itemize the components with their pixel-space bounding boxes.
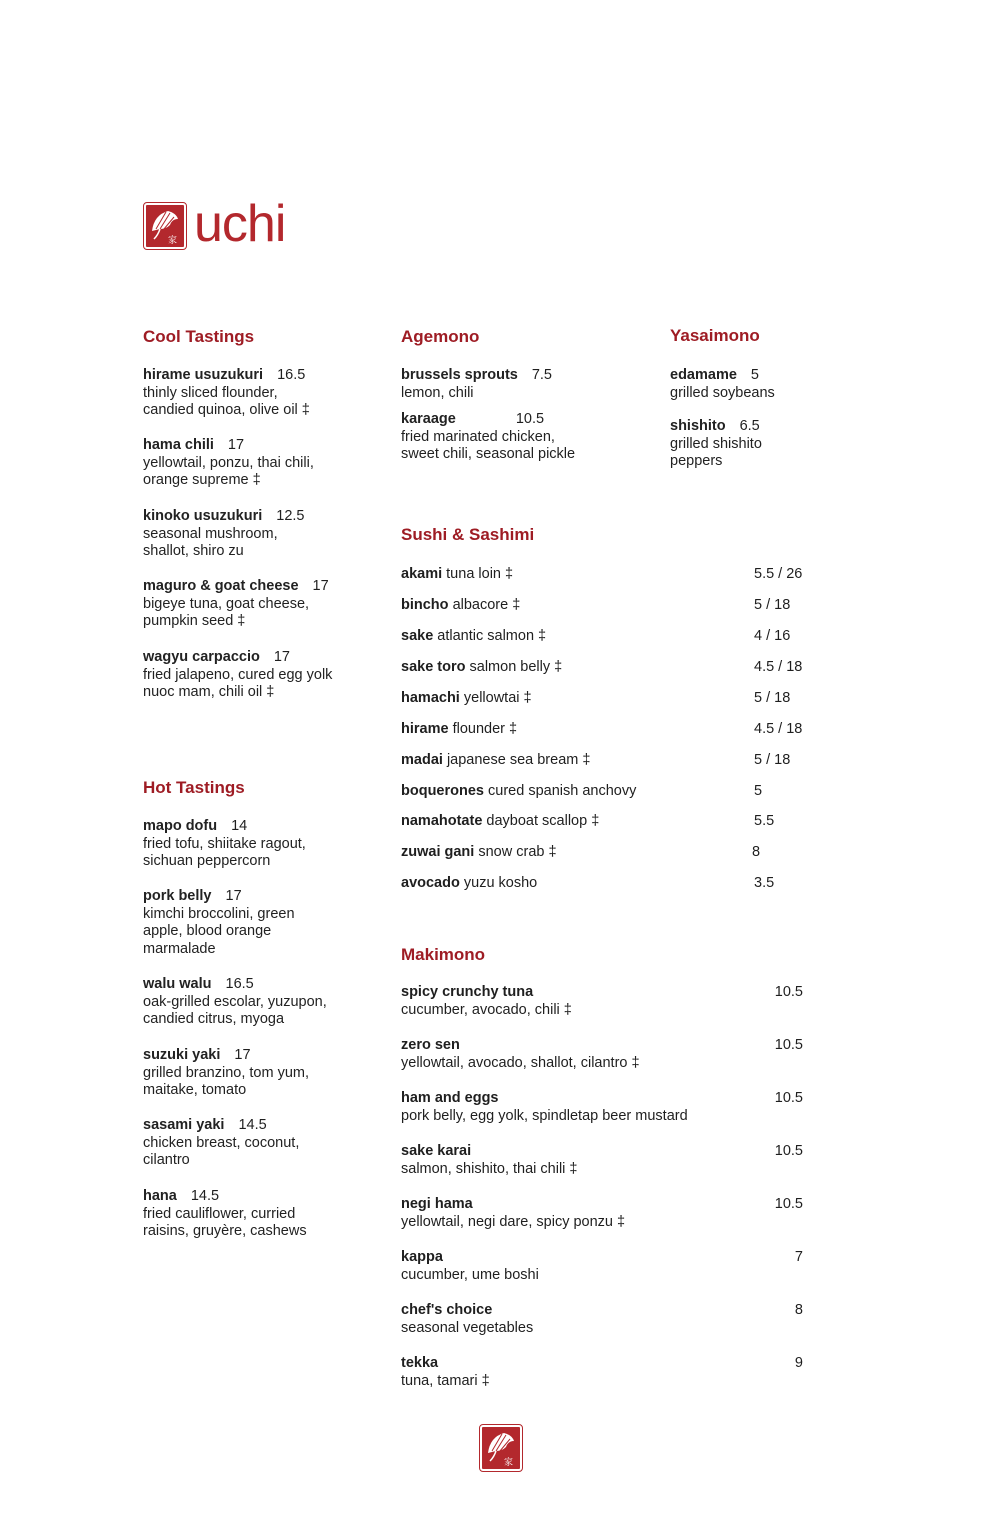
- sushi-row: bincho albacore ‡ 5 / 18: [401, 597, 791, 613]
- menu-item: sasami yaki 14.5 chicken breast, coconut, cilantro: [143, 1117, 300, 1168]
- makimono-item: chef's choice 8 seasonal vegetables: [401, 1302, 803, 1336]
- menu-item: maguro & goat cheese 17 bigeye tuna, goat cheese, pumpkin seed ‡: [143, 578, 329, 629]
- menu-item: hama chili 17 yellowtail, ponzu, thai chili, orange supreme ‡: [143, 437, 314, 488]
- menu-item: shishito 6.5 grilled shishito peppers: [670, 418, 762, 469]
- menu-item: edamame 5 grilled soybeans: [670, 367, 775, 401]
- sushi-row: zuwai gani snow crab ‡ 8: [401, 844, 761, 860]
- sushi-row: hirame flounder ‡ 4.5 / 18: [401, 721, 803, 737]
- sushi-row: namahotate dayboat scallop ‡ 5.5: [401, 813, 775, 829]
- agemono-heading: Agemono: [401, 327, 480, 346]
- menu-item: brussels sprouts 7.5 lemon, chili: [401, 367, 553, 401]
- menu-item: mapo dofu 14 fried tofu, shiitake ragout, sichuan peppercorn: [143, 818, 306, 869]
- makimono-item: spicy crunchy tuna 10.5 cucumber, avocado, chili ‡: [401, 984, 803, 1018]
- menu-item: walu walu 16.5 oak-grilled escolar, yuzupon, candied citrus, myoga: [143, 976, 327, 1027]
- cool-tastings-heading: Cool Tastings: [143, 327, 255, 346]
- menu-item: wagyu carpaccio 17 fried jalapeno, cured egg yolk nuoc mam, chili oil ‡: [143, 649, 333, 700]
- makimono-item: negi hama 10.5 yellowtail, negi dare, spicy ponzu ‡: [401, 1196, 803, 1230]
- sushi-row: sake toro salmon belly ‡ 4.5 / 18: [401, 659, 803, 675]
- sushi-row: akami tuna loin ‡ 5.5 / 26: [401, 566, 803, 582]
- makimono-item: tekka 9 tuna, tamari ‡: [401, 1355, 803, 1389]
- svg-text:家: 家: [168, 236, 178, 246]
- sushi-sashimi-heading: Sushi & Sashimi: [401, 525, 535, 544]
- sushi-row: hamachi yellowtai ‡ 5 / 18: [401, 690, 791, 706]
- ginkgo-seal-icon: [144, 203, 186, 249]
- menu-item: hirame usuzukuri 16.5 thinly sliced flounder, candied quinoa, olive oil ‡: [143, 367, 310, 418]
- sushi-row: boquerones cured spanish anchovy 5: [401, 783, 763, 799]
- sushi-row: sake atlantic salmon ‡ 4 / 16: [401, 628, 791, 644]
- menu-item: karaage 10.5 fried marinated chicken, sweet chili, seasonal pickle: [401, 411, 576, 462]
- menu-item: suzuki yaki 17 grilled branzino, tom yum, maitake, tomato: [143, 1047, 310, 1098]
- brand-logo: [144, 195, 286, 253]
- brand-name: uchi: [194, 195, 286, 253]
- makimono-item: kappa 7 cucumber, ume boshi: [401, 1249, 803, 1283]
- makimono-item: sake karai 10.5 salmon, shishito, thai chili ‡: [401, 1143, 803, 1177]
- hot-tastings-heading: Hot Tastings: [143, 778, 245, 797]
- svg-text:家: 家: [504, 1458, 514, 1468]
- footer-ginkgo-seal-icon: [480, 1425, 522, 1471]
- makimono-item: ham and eggs 10.5 pork belly, egg yolk, spindletap beer mustard: [401, 1090, 803, 1124]
- makimono-heading: Makimono: [401, 945, 486, 964]
- yasaimono-heading: Yasaimono: [670, 326, 760, 345]
- menu-item: kinoko usuzukuri 12.5 seasonal mushroom, shallot, shiro zu: [143, 508, 305, 559]
- sushi-row: avocado yuzu kosho 3.5: [401, 875, 775, 891]
- menu-item: pork belly 17 kimchi broccolini, green apple, blood orange marmalade: [143, 888, 295, 957]
- sushi-row: madai japanese sea bream ‡ 5 / 18: [401, 752, 791, 768]
- makimono-item: zero sen 10.5 yellowtail, avocado, shallot, cilantro ‡: [401, 1037, 803, 1071]
- menu-item: hana 14.5 fried cauliflower, curried raisins, gruyère, cashews: [143, 1188, 307, 1239]
